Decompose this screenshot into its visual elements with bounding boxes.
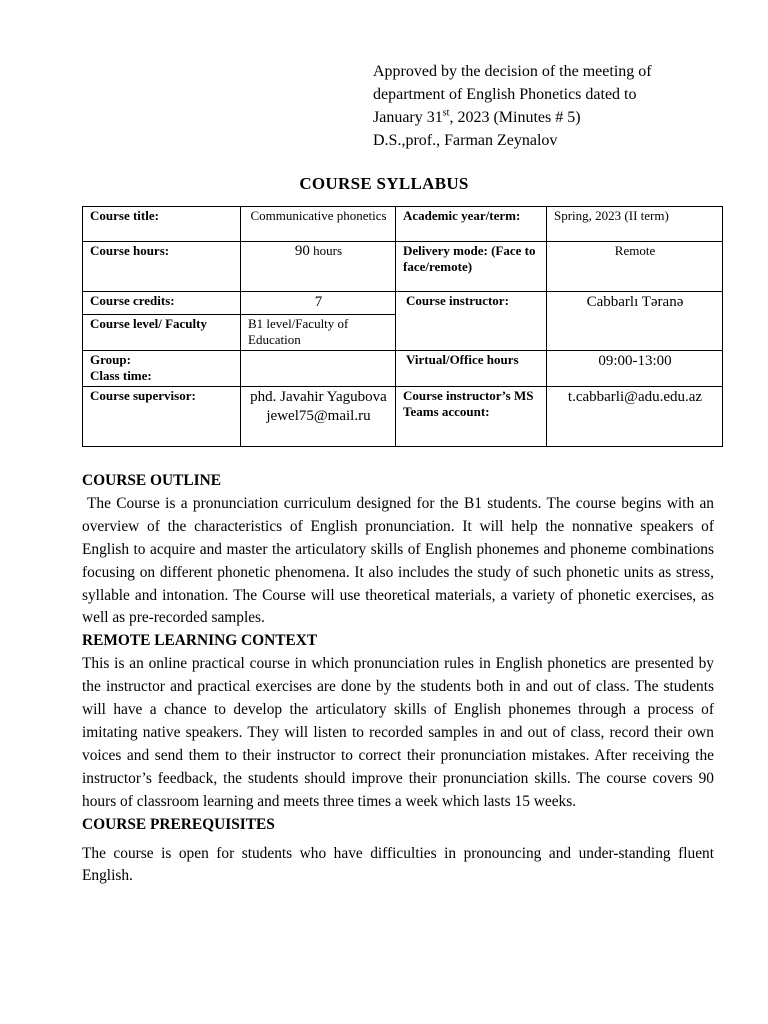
page-title: COURSE SYLLABUS [299,174,469,193]
remote-learning-heading: REMOTE LEARNING CONTEXT [82,632,318,650]
course-supervisor-email: jewel75@mail.ru [266,408,371,424]
virtual-office-label: Virtual/Office hours [396,351,547,387]
approval-line-4: D.S.,prof., Farman Zeynalov [373,132,558,149]
course-instructor-label: Course instructor: [396,292,547,351]
class-time-label: Class time: [90,368,152,383]
course-level-label: Course level/ Faculty [83,315,241,351]
course-hours-cell [241,242,396,292]
table-row [83,207,723,242]
approval-note [373,60,713,152]
approval-line-3 [373,106,713,129]
approval-minutes: , 2023 (Minutes # 5) [449,109,581,126]
course-hours-number: 90 [294,243,310,259]
approval-line-1: Approved by the decision of the meeting of [373,63,652,80]
syllabus-body [82,470,714,888]
group-value [241,351,396,387]
course-level-value: B1 level/Faculty of Education [241,315,396,351]
course-outline-text: The Course is a pronunciation curriculum designed for the B1 students. The course begins with an overview of the characteristics of English pronunciation. It will help the nonnative speakers of English to acquire and master the articulatory skills of English phonemes and phoneme combinations focusing on different phonetic phenomena. It also includes the study of such phonetic units as stress, syllable and intonation. The Course will use theoretical materials, a variety of phonetic exercises, as well as pre-recorded samples. [82,494,714,627]
ms-teams-value: t.cabbarli@adu.edu.az [547,387,723,447]
course-hours-unit: hours [313,243,343,258]
table-row [83,387,723,447]
table-row [83,292,723,315]
approval-date-suffix: st [442,107,450,119]
course-credits-value: 7 [241,292,396,315]
group-label: Group: [90,352,131,367]
delivery-mode-value: Remote [547,242,723,292]
table-row [83,242,723,292]
course-prerequisites-heading: COURSE PREREQUISITES [82,815,275,833]
delivery-mode-label: Delivery mode: (Face to face/remote) [396,242,547,292]
course-supervisor-name: phd. Javahir Yagubova [250,389,387,405]
course-prerequisites-text: The course is open for students who have difficulties in pronouncing and under-standing fluent English. [82,844,714,885]
course-hours-label: Course hours: [83,242,241,292]
course-outline-heading: COURSE OUTLINE [82,472,221,489]
approval-line-2: department of English Phonetics dated to [373,86,637,103]
group-class-time-cell [83,351,241,387]
course-title-label: Course title: [83,207,241,242]
remote-learning-text: This is an online practical course in which pronunciation rules in English phonetics are presented by the instructor and practical exercises are done by the students both in and out of class. The students will have a chance to develop the articulatory skills of English phonemes through a process of imitating native speakers. They will listen to recorded samples in and out of class, record their own voices and send them to their instructor to correct their pronunciation mistakes. After receiving the instructor’s feedback, the students should improve their pronunciation skills. The course covers 90 hours of classroom learning and meets three times a week which lasts 15 weeks. [82,655,714,810]
academic-year-label: Academic year/term: [396,207,547,242]
academic-year-value: Spring, 2023 (II term) [547,207,723,242]
course-info-table [82,206,723,447]
ms-teams-label: Course instructor’s MS Teams account: [396,387,547,447]
approval-date: January 31 [373,109,443,126]
course-title-value: Communicative phonetics [241,207,396,242]
table-row [83,351,723,387]
course-supervisor-cell [241,387,396,447]
virtual-office-value: 09:00-13:00 [547,351,723,387]
course-credits-label: Course credits: [83,292,241,315]
course-supervisor-label: Course supervisor: [83,387,241,447]
course-instructor-value: Cabbarlı Təranə [547,292,723,351]
